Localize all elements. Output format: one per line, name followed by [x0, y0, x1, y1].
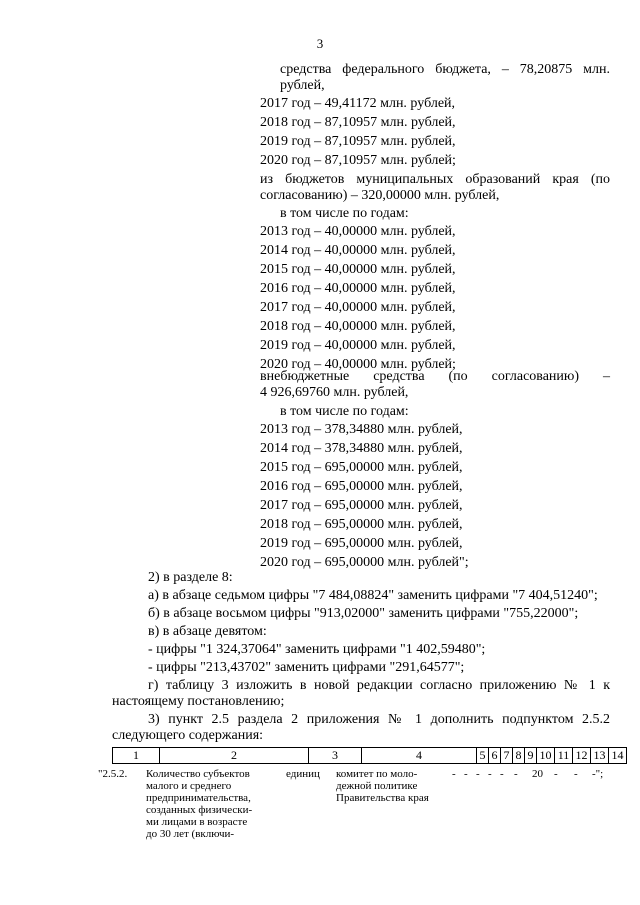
col-header: 2 [160, 748, 309, 764]
federal-intro-line1: средства федерального бюджета, – 78,20875 млн. [280, 62, 610, 77]
amendment-line: - цифры "213,43702" заменить цифрами "291,64577"; [148, 660, 465, 675]
list-item: 2016 год – 40,00000 млн. рублей, [260, 281, 456, 296]
row-value-col7: - [476, 768, 480, 780]
row-number: "2.5.2. [98, 768, 128, 780]
row-unit: единиц [286, 768, 320, 780]
row-value-col6: - [464, 768, 468, 780]
municipal-budget-block [260, 172, 610, 204]
amendment-line: г) таблицу 3 изложить в новой редакции согласно приложению № 1 к [148, 678, 610, 693]
list-item: 2016 год – 695,00000 млн. рублей, [260, 479, 463, 494]
col-header: 3 [309, 748, 362, 764]
extrabudget-sub: в том числе по годам: [280, 404, 409, 419]
federal-intro-line2: рублей, [280, 78, 325, 93]
col-header: 5 [477, 748, 489, 764]
col-header: 13 [591, 748, 609, 764]
col-header: 9 [525, 748, 537, 764]
amendment-line: - цифры "1 324,37064" заменить цифрами "1 402,59480"; [148, 642, 486, 657]
col-header: 14 [609, 748, 627, 764]
executor-line: комитет по моло- [336, 768, 418, 780]
col-header: 10 [537, 748, 555, 764]
municipal-sub: в том числе по годам: [280, 206, 409, 221]
list-item: 2014 год – 378,34880 млн. рублей, [260, 441, 463, 456]
amendment-line: настоящему постановлению; [112, 694, 285, 709]
row-value-col14: -"; [592, 768, 604, 780]
list-item: 2020 год – 87,10957 млн. рублей; [260, 153, 456, 168]
list-item: 2018 год – 695,00000 млн. рублей, [260, 517, 463, 532]
list-item: 2014 год – 40,00000 млн. рублей, [260, 243, 456, 258]
extrabudget-years-list [260, 422, 610, 574]
list-item: 2013 год – 378,34880 млн. рублей, [260, 422, 463, 437]
list-item: 2017 год – 695,00000 млн. рублей, [260, 498, 463, 513]
amendment-line: а) в абзаце седьмом цифры "7 484,08824" заменить цифрами "7 404,51240"; [148, 588, 598, 603]
amendment-line: 2) в разделе 8: [148, 570, 233, 585]
executor-line: Правительства края [336, 792, 429, 804]
row-value-col5: - [452, 768, 456, 780]
col-header: 1 [113, 748, 160, 764]
extrabudget-block [260, 369, 610, 401]
row-value-col10: - [514, 768, 518, 780]
indicator-line: малого и среднего [146, 780, 232, 792]
col-header: 7 [501, 748, 513, 764]
indicator-line: до 30 лет (включи- [146, 828, 235, 840]
amendment-line: в) в абзаце девятом: [148, 624, 267, 639]
indicator-line: предпринимательства, [146, 792, 251, 804]
list-item: 2015 год – 695,00000 млн. рублей, [260, 460, 463, 475]
list-item: 2018 год – 87,10957 млн. рублей, [260, 115, 456, 130]
row-value-col12: - [554, 768, 558, 780]
municipal-years-list [260, 224, 610, 376]
list-item: 2017 год – 49,41172 млн. рублей, [260, 96, 456, 111]
federal-years-list [260, 96, 610, 172]
row-value-col13: - [574, 768, 578, 780]
list-item: 2017 год – 40,00000 млн. рублей, [260, 300, 456, 315]
executor-line: дежной политике [336, 780, 418, 792]
indicator-table-header [112, 747, 627, 764]
list-item: 2018 год – 40,00000 млн. рублей, [260, 319, 456, 334]
municipal-intro-line2: согласованию) – 320,00000 млн. рублей, [260, 188, 500, 203]
col-header: 11 [555, 748, 573, 764]
page-number: 3 [316, 36, 324, 51]
federal-budget-block [260, 62, 610, 94]
list-item: 2015 год – 40,00000 млн. рублей, [260, 262, 456, 277]
list-item: 2019 год – 40,00000 млн. рублей, [260, 338, 456, 353]
extrabudget-intro-line2: 4 926,69760 млн. рублей, [260, 385, 409, 400]
row-indicator [146, 768, 252, 840]
row-value-col9: - [500, 768, 504, 780]
list-item: 2020 год – 695,00000 млн. рублей"; [260, 555, 469, 570]
list-item: 2019 год – 87,10957 млн. рублей, [260, 134, 456, 149]
col-header: 12 [573, 748, 591, 764]
col-header: 8 [513, 748, 525, 764]
row-value-col8: - [488, 768, 492, 780]
list-item: 2020 год – 40,00000 млн. рублей; [260, 357, 456, 372]
amendment-line: б) в абзаце восьмом цифры "913,02000" заменить цифрами "755,22000"; [148, 606, 579, 621]
municipal-intro-line1: из бюджетов муниципальных образований края (по [260, 172, 610, 187]
indicator-line: ми лицами в возрасте [146, 816, 248, 828]
list-item: 2019 год – 695,00000 млн. рублей, [260, 536, 463, 551]
row-executor [336, 768, 429, 804]
col-header: 6 [489, 748, 501, 764]
col-header: 4 [362, 748, 477, 764]
indicator-line: Количество субъектов [146, 768, 250, 780]
list-item: 2013 год – 40,00000 млн. рублей, [260, 224, 456, 239]
row-value-col11: 20 [532, 768, 543, 780]
extrabudget-intro-line1: внебюджетные средства (по согласованию) – [260, 369, 610, 384]
amendment-line: 3) пункт 2.5 раздела 2 приложения № 1 дополнить подпунктом 2.5.2 [148, 712, 610, 727]
amendment-line: следующего содержания: [112, 728, 264, 743]
indicator-line: созданных физически- [146, 804, 253, 816]
